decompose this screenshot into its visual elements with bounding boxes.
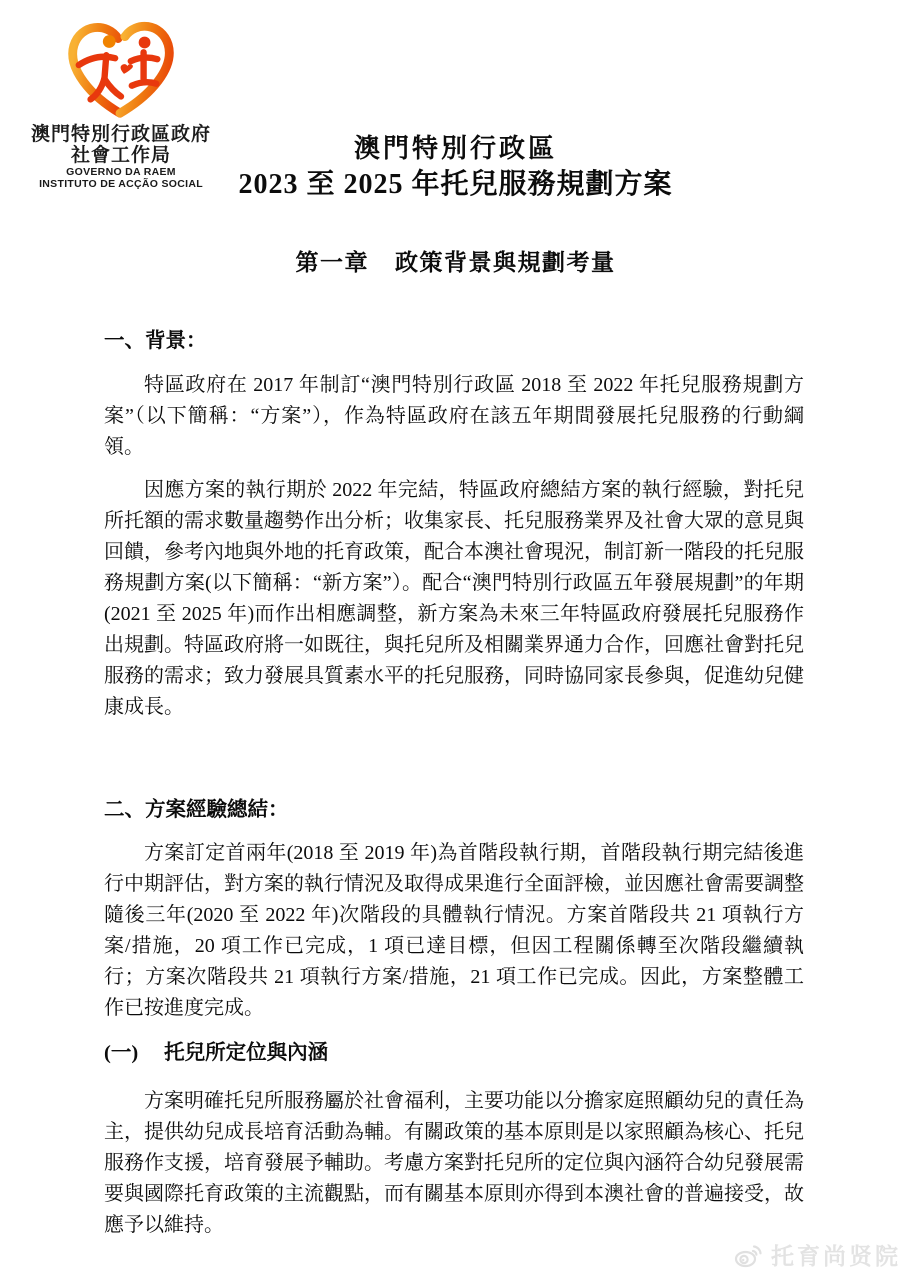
paragraph-positioning-1: 方案明確托兒所服務屬於社會福利，主要功能以分擔家庭照顧幼兒的責任為主，提供幼兒成長培育活動為輔。有關政策的基本原則是以家照顧為核心、托兒服務作支援，培育發展予輔助。考慮方案對托兒所的定位與內涵符合幼兒發展需要與國際托育政策的主流觀點，而有關基本原則亦得到本澳社會的普遍接受，故應予以維持。 (104, 1090, 804, 1236)
agency-name-pt-line2: INSTITUTO DE ACÇÃO SOCIAL (39, 178, 203, 190)
chapter-title: 政策背景與規劃考量 (395, 250, 616, 275)
document-body (104, 326, 804, 1241)
document-title-line2: 2023 至 2025 年托兒服務規劃方案 (238, 169, 673, 200)
chapter-number: 第一章 (295, 250, 369, 275)
paragraph-summary-1: 方案訂定首兩年(2018 至 2019 年)為首階段執行期，首階段執行期完結後進行中期評估，對方案的執行情況及取得成果進行全面評檢，並因應社會需要調整隨後三年(2020 至 2022 年)次階段的具體執行情況。方案首階段共 21 項執行方案/措施，20 項工作已完成，1 項已達目標，但因工程關係轉至次階段繼續執行；方案次階段共 21 項執行方案/措施，21 項工作已完成。因此，方案整體工作已按進度完成。 (104, 842, 804, 1019)
heart-logo-icon (62, 14, 180, 122)
section-heading-summary: 二、方案經驗總結： (104, 799, 289, 821)
paragraph-background-1: 特區政府在 2017 年制訂“澳門特別行政區 2018 至 2022 年托兒服務規劃方案”（以下簡稱：“方案”），作為特區政府在該五年期間發展托兒服務的行動綱領。 (104, 374, 804, 458)
subsection-title: 托兒所定位與內涵 (164, 1042, 329, 1064)
document-title-line1: 澳門特別行政區 (353, 134, 557, 163)
agency-name-cn-line1: 澳門特別行政區政府 (30, 124, 211, 145)
chapter-heading (0, 249, 911, 277)
watermark (734, 1238, 901, 1271)
document-title (0, 134, 911, 201)
section-heading-background: 一、背景： (104, 330, 207, 352)
agency-name-pt-line1: GOVERNO DA RAEM (66, 166, 176, 178)
agency-name-cn-line2: 社會工作局 (70, 145, 171, 166)
subsection-heading-positioning (104, 1038, 804, 1069)
paragraph-background-2: 因應方案的執行期於 2022 年完結，特區政府總結方案的執行經驗，對托兒所托額的需求數量趨勢作出分析；收集家長、托兒服務業界及社會大眾的意見與回饋，參考內地與外地的托育政策，配合本澳社會現況，制訂新一階段的托兒服務規劃方案(以下簡稱：“新方案”）。配合“澳門特別行政區五年發展規劃”的年期(2021 至 2025 年)而作出相應調整，新方案為未來三年特區政府發展托兒服務作出規劃。特區政府將一如既往，與托兒所及相關業界通力合作，回應社會對托兒服務的需求；致力發展具質素水平的托兒服務，同時協同家長參與，促進幼兒健康成長。 (104, 479, 804, 718)
subsection-number: (一) (104, 1042, 139, 1064)
watermark-text: 托育尚贤院 (771, 1243, 901, 1269)
weibo-icon (734, 1242, 764, 1268)
